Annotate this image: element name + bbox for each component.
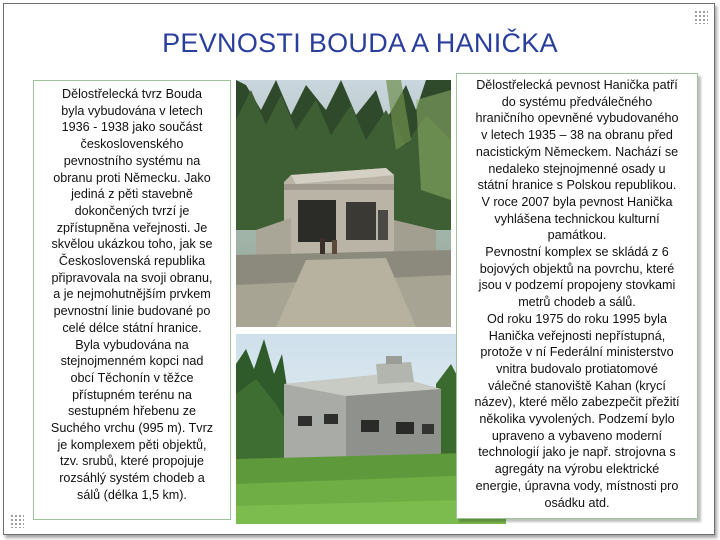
bouda-description: Dělostřelecká tvrz Bouda byla vybudována v letech 1936 - 1938 jako součást československého pevnostního systému na obranu proti Německu. Jako jediná z pěti stavebně dokončených tvrzí je zpřístupněna veřejnosti. Je skvělou ukázkou toho, jak se Československá republika připravovala na svoji obranu, a je nejmohutnějším prvkem pevnostní linie budované po celé délce státní hranice. Byla vybudována na stejnojmenném kopci nad obcí Těchonín v těžce přístupném terénu na sestupném hřebenu ze Suchého vrchu (995 m). Tvrz je komplexem pěti objektů, tzv. srubů, které propojuje rozsáhlý systém chodeb a sálů (délka 1,5 km). <box>33 80 231 520</box>
slide-title: PEVNOSTI BOUDA A HANIČKA <box>162 28 558 58</box>
corner-dots-bottom-left <box>10 514 24 528</box>
bouda-fortress-photo <box>236 80 451 327</box>
hanicka-description: Dělostřelecká pevnost Hanička patří do systému předválečného hraničního opevněné vybudovaného v letech 1935 – 38 na obranu před nacistickým Německem. Nachází se nedaleko stejnojmenné osady u státní hranice s Polskou republikou. V roce 2007 byla pevnost Hanička vyhlášena technickou kulturní památkou. Pevnostní komplex se skládá z 6 bojových objektů na povrchu, které jsou v podzemí propojeny stovkami metrů chodeb a sálů. Od roku 1975 do roku 1995 byla Hanička veřejnosti nepřístupná, protože v ní Federální ministerstvo vnitra budovalo protiatomové válečné stanoviště Kahan (krycí název), které mělo zabezpečit přežití několika vyvolených. Podzemí bylo upraveno a vybaveno moderní technologií jako je např. strojovna s agregáty na výrobu elektrické energie, úpravna vody, místnosti pro osádku atd. <box>456 73 698 519</box>
bouda-fortress-illustration <box>236 80 451 327</box>
corner-dots-top-right <box>694 10 708 24</box>
